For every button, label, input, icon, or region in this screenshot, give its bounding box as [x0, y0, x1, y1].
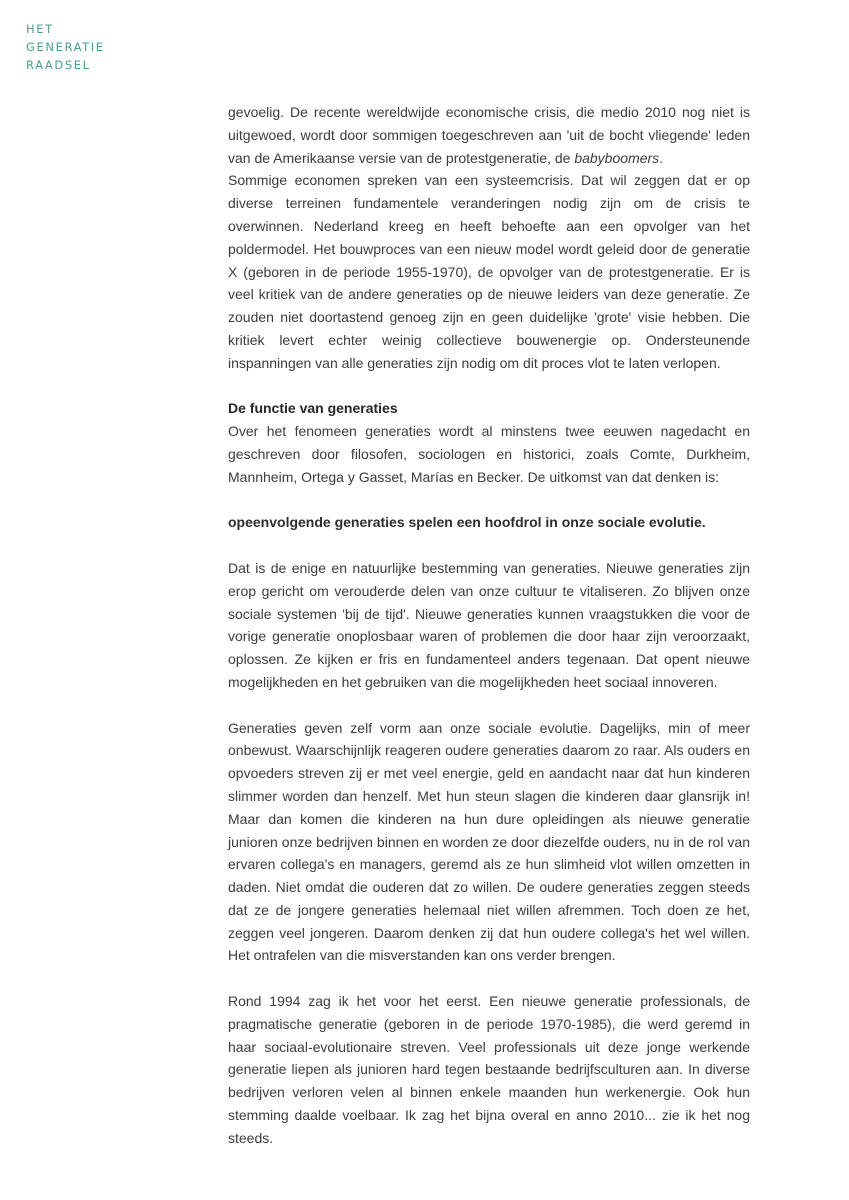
paragraph-gap [228, 694, 750, 717]
paragraph-gap [228, 489, 750, 512]
running-head-line-3: RAADSEL [26, 58, 91, 72]
thesis-statement: opeenvolgende generaties spelen een hoofdrol in onze sociale evolutie. [228, 514, 706, 531]
running-head [26, 20, 105, 74]
paragraph-3: Over het fenomeen generaties wordt al minstens twee eeuwen nagedacht en geschreven door filosofen, sociologen en historici, zoals Comte, Durkheim, Mannheim, Ortega y Gasset, Marías en Becker. De uitkomst van dat denken is: [228, 423, 750, 485]
paragraph-gap [228, 534, 750, 557]
paragraph-5: Generaties geven zelf vorm aan onze sociale evolutie. Dagelijks, min of meer onbewust. Waarschijnlijk reageren oudere generaties daarom zo raar. Als ouders en opvoeders streven zij er met veel energie, geld en aandacht naar dat hun kinderen slimmer worden dan henzelf. Met hun steun slagen die kinderen daar glansrijk in! Maar dan komen die kinderen na hun dure opleidingen als nieuwe generatie junioren onze bedrijven binnen en worden ze door diezelfde ouders, nu in de rol van ervaren collega's en managers, geremd als ze hun slimheid vlot willen omzetten in daden. Niet omdat die ouderen dat zo willen. De oudere generaties zeggen steeds dat ze de jongere generaties helemaal niet willen afremmen. Toch doen ze het, zeggen veel jongeren. Daarom denken zij dat hun oudere collega's het wel willen. Het ontrafelen van die misverstanden kan ons verder brengen. [228, 719, 750, 964]
paragraph-4: Dat is de enige en natuurlijke bestemming van generaties. Nieuwe generaties zijn erop gericht om verouderde delen van onze cultuur te vitaliseren. Zo blijven onze sociale systemen 'bij de tijd'. Nieuwe generaties kunnen vraagstukken die voor de vorige generatie onoplosbaar waren of problemen die door haar zijn veroorzaakt, oplossen. Ze kijken er fris en fundamenteel anders tegenaan. Dat opent nieuwe mogelijkheden en het gebruiken van die mogelijkheden heet sociaal innoveren. [228, 559, 750, 690]
paragraph-gap [228, 375, 750, 398]
running-head-line-2: GENERATIE [26, 40, 105, 54]
body-text [228, 101, 750, 1150]
paragraph-1-text: gevoelig. De recente wereldwijde economische crisis, die medio 2010 nog niet is uitgewoed, wordt door sommigen toegeschreven aan 'uit de bocht vliegende' leden van de Amerikaanse versie van de protestgeneratie, de [228, 104, 750, 166]
paragraph-1 [228, 101, 750, 169]
running-head-line-1: HET [26, 22, 54, 36]
paragraph-1-end: . [659, 149, 664, 166]
section-heading: De functie van generaties [228, 400, 398, 417]
paragraph-gap [228, 967, 750, 990]
paragraph-1-emphasis: babyboomers [574, 149, 660, 166]
paragraph-6: Rond 1994 zag ik het voor het eerst. Een nieuwe generatie professionals, de pragmatische generatie (geboren in de periode 1970-1985), die werd geremd in haar sociaal-evolutionaire streven. Veel professionals uit deze jonge werkende generatie liepen als junioren hard tegen bestaande bedrijfsculturen aan. In diverse bedrijven verloren velen al binnen enkele maanden hun werkenergie. Ook hun stemming daalde voelbaar. Ik zag het bijna overal en anno 2010... zie ik het nog steeds. [228, 993, 750, 1146]
paragraph-2: Sommige economen spreken van een systeemcrisis. Dat wil zeggen dat er op diverse terreinen fundamentele veranderingen nodig zijn om de crisis te overwinnen. Nederland kreeg en heeft behoefte aan een opvolger van het poldermodel. Het bouwproces van een nieuw model wordt geleid door de generatie X (geboren in de periode 1955-1970), de opvolger van de protestgeneratie. Er is veel kritiek van de andere generaties op de nieuwe leiders van deze generatie. Ze zouden niet doortastend genoeg zijn en geen duidelijke 'grote' visie hebben. Die kritiek levert echter weinig collectieve bouwenergie op. Ondersteunende inspanningen van alle generaties zijn nodig om dit proces vlot te laten verlopen. [228, 172, 750, 371]
